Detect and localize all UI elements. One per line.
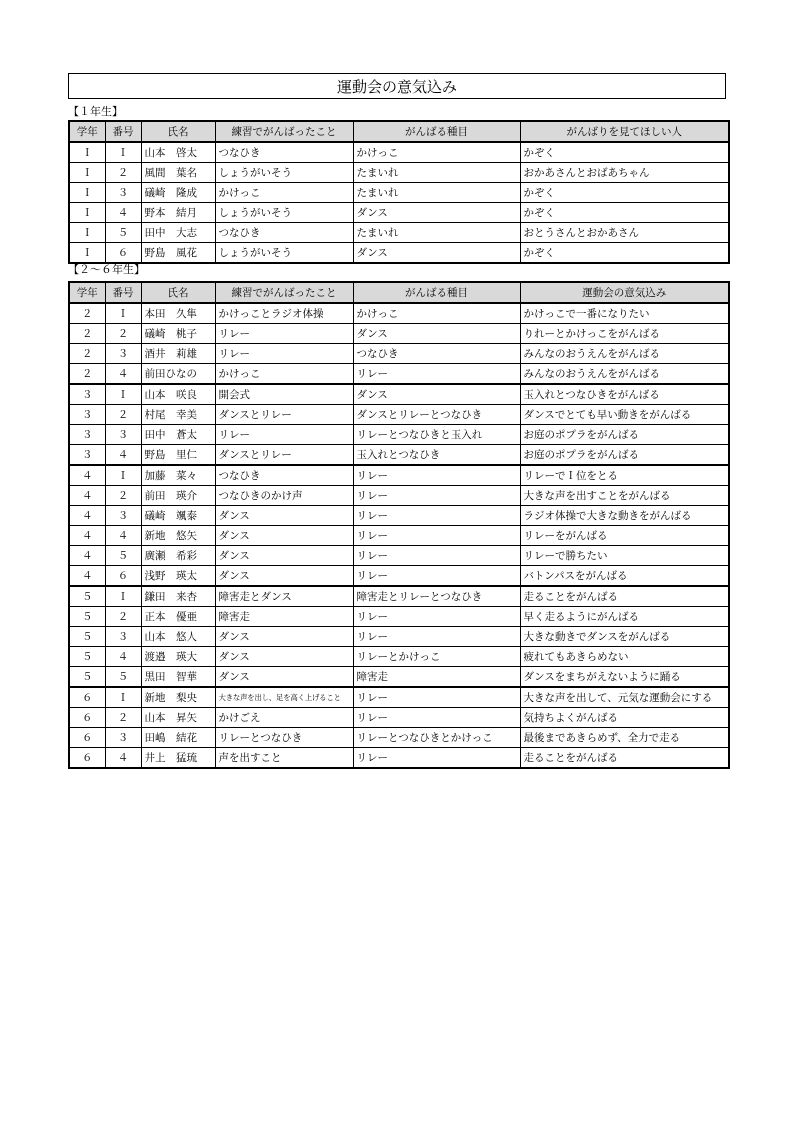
cell-grade: ４ (69, 506, 105, 526)
cell-practice: 大きな声を出し、足を高く上げること (215, 687, 353, 708)
cell-comment: みんなのおうえんをがんばる (520, 364, 729, 385)
table-row (69, 607, 729, 627)
cell-practice: ダンス (215, 506, 353, 526)
cell-number: ５ (105, 546, 141, 566)
cell-event: リレー (353, 687, 520, 708)
header-watcher: がんばりを見てほしい人 (520, 121, 729, 142)
table-row (69, 647, 729, 667)
header-name: 氏名 (141, 121, 215, 142)
cell-number: ２ (105, 405, 141, 425)
page-title: 運動会の意気込み (68, 73, 726, 99)
cell-number: Ｉ (105, 465, 141, 486)
cell-event: ダンス (353, 243, 520, 264)
cell-number: Ｉ (105, 142, 141, 163)
cell-grade: ２ (69, 364, 105, 385)
cell-number: Ｉ (105, 687, 141, 708)
cell-grade: Ｉ (69, 163, 105, 183)
cell-name: 風間 葉名 (141, 163, 215, 183)
cell-event: リレー (353, 486, 520, 506)
table-row (69, 223, 729, 243)
cell-practice: かけっこ (215, 183, 353, 203)
cell-comment: 気持ちよくがんばる (520, 708, 729, 728)
cell-event: ダンスとリレーとつなひき (353, 405, 520, 425)
table-header-row (69, 282, 729, 303)
cell-practice: しょうがいそう (215, 203, 353, 223)
cell-practice: リレー (215, 425, 353, 445)
cell-practice: つなひき (215, 465, 353, 486)
cell-event: 玉入れとつなひき (353, 445, 520, 466)
cell-name: 野島 里仁 (141, 445, 215, 466)
cell-name: 田嶋 結花 (141, 728, 215, 748)
cell-event: 障害走とリレーとつなひき (353, 586, 520, 607)
cell-number: ５ (105, 667, 141, 688)
cell-grade: ６ (69, 728, 105, 748)
cell-name: 前田ひなの (141, 364, 215, 385)
cell-name: 酒井 莉雄 (141, 344, 215, 364)
cell-practice: ダンス (215, 647, 353, 667)
table-row (69, 526, 729, 546)
table-row (69, 364, 729, 385)
cell-grade: ３ (69, 384, 105, 405)
cell-grade: ３ (69, 445, 105, 466)
table-row (69, 243, 729, 264)
header-number: 番号 (105, 121, 141, 142)
table-row (69, 667, 729, 688)
cell-name: 前田 瑛介 (141, 486, 215, 506)
cell-event: リレー (353, 566, 520, 587)
table-row (69, 708, 729, 728)
cell-grade: ２ (69, 303, 105, 324)
cell-grade: ４ (69, 486, 105, 506)
header-number: 番号 (105, 282, 141, 303)
cell-practice: ダンス (215, 526, 353, 546)
cell-practice: 開会式 (215, 384, 353, 405)
cell-number: ４ (105, 203, 141, 223)
cell-name: 渡邉 瑛大 (141, 647, 215, 667)
cell-event: ダンス (353, 203, 520, 223)
cell-event: リレー (353, 607, 520, 627)
table-row (69, 445, 729, 466)
cell-event: たまいれ (353, 223, 520, 243)
cell-practice: リレー (215, 344, 353, 364)
cell-name: 田中 大志 (141, 223, 215, 243)
cell-event: つなひき (353, 344, 520, 364)
cell-event: リレー (353, 526, 520, 546)
cell-grade: ３ (69, 405, 105, 425)
cell-name: 本田 久隼 (141, 303, 215, 324)
cell-event: リレー (353, 506, 520, 526)
cell-grade: ６ (69, 748, 105, 769)
cell-grade: ５ (69, 627, 105, 647)
cell-grade: ５ (69, 647, 105, 667)
section-label-grade1: 【１年生】 (68, 105, 123, 118)
cell-grade: ５ (69, 586, 105, 607)
cell-name: 礒崎 隆成 (141, 183, 215, 203)
cell-comment: バトンパスをがんばる (520, 566, 729, 587)
cell-practice: かけっこ (215, 364, 353, 385)
cell-event: リレー (353, 627, 520, 647)
cell-grade: ６ (69, 708, 105, 728)
cell-grade: ３ (69, 425, 105, 445)
cell-number: Ｉ (105, 303, 141, 324)
cell-name: 加藤 菜々 (141, 465, 215, 486)
table-row (69, 183, 729, 203)
header-name: 氏名 (141, 282, 215, 303)
cell-name: 井上 猛琉 (141, 748, 215, 769)
table-row (69, 506, 729, 526)
cell-comment: 玉入れとつなひきをがんばる (520, 384, 729, 405)
table-row (69, 405, 729, 425)
cell-comment: おとうさんとおかあさん (520, 223, 729, 243)
cell-comment: かぞく (520, 203, 729, 223)
cell-grade: Ｉ (69, 243, 105, 264)
cell-practice: 障害走 (215, 607, 353, 627)
cell-practice: ダンス (215, 667, 353, 688)
table-row (69, 425, 729, 445)
cell-grade: ４ (69, 546, 105, 566)
cell-event: たまいれ (353, 183, 520, 203)
cell-comment: 走ることをがんばる (520, 748, 729, 769)
cell-practice: つなひき (215, 223, 353, 243)
cell-number: ４ (105, 526, 141, 546)
table-row (69, 324, 729, 344)
cell-practice: リレーとつなひき (215, 728, 353, 748)
cell-event: リレーとつなひきと玉入れ (353, 425, 520, 445)
cell-grade: Ｉ (69, 203, 105, 223)
cell-event: リレー (353, 364, 520, 385)
cell-comment: お庭のポプラをがんばる (520, 425, 729, 445)
cell-name: 新地 梨央 (141, 687, 215, 708)
cell-comment: 疲れてもあきらめない (520, 647, 729, 667)
table-row (69, 586, 729, 607)
cell-number: ３ (105, 344, 141, 364)
cell-number: ３ (105, 627, 141, 647)
cell-comment: 早く走るようにがんばる (520, 607, 729, 627)
cell-event: 障害走 (353, 667, 520, 688)
cell-name: 浅野 瑛太 (141, 566, 215, 587)
cell-event: たまいれ (353, 163, 520, 183)
cell-name: 礒崎 桃子 (141, 324, 215, 344)
cell-comment: ラジオ体操で大きな動きをがんばる (520, 506, 729, 526)
cell-grade: ４ (69, 566, 105, 587)
cell-comment: 最後まであきらめず、全力で走る (520, 728, 729, 748)
cell-name: 山本 悠人 (141, 627, 215, 647)
header-event: がんばる種目 (353, 282, 520, 303)
cell-grade: ６ (69, 687, 105, 708)
cell-practice: ダンスとリレー (215, 405, 353, 425)
cell-number: ３ (105, 425, 141, 445)
cell-comment: 走ることをがんばる (520, 586, 729, 607)
table-row (69, 465, 729, 486)
cell-number: ３ (105, 183, 141, 203)
cell-comment: みんなのおうえんをがんばる (520, 344, 729, 364)
table-row (69, 486, 729, 506)
cell-grade: ５ (69, 607, 105, 627)
cell-name: 礒崎 颯泰 (141, 506, 215, 526)
cell-number: ３ (105, 728, 141, 748)
header-event: がんばる種目 (353, 121, 520, 142)
cell-practice: ダンス (215, 566, 353, 587)
cell-grade: Ｉ (69, 142, 105, 163)
cell-comment: ダンスでとても早い動きをがんばる (520, 405, 729, 425)
cell-practice: かけごえ (215, 708, 353, 728)
cell-name: 田中 蒼太 (141, 425, 215, 445)
cell-comment: リレーをがんばる (520, 526, 729, 546)
table-row (69, 748, 729, 769)
cell-number: ４ (105, 748, 141, 769)
header-enthusiasm: 運動会の意気込み (520, 282, 729, 303)
cell-comment: お庭のポプラをがんばる (520, 445, 729, 466)
cell-grade: ４ (69, 465, 105, 486)
cell-practice: しょうがいそう (215, 243, 353, 264)
table-row (69, 687, 729, 708)
section-label-grades2-6: 【２～６年生】 (68, 263, 145, 276)
cell-comment: 大きな声を出すことをがんばる (520, 486, 729, 506)
cell-number: ２ (105, 163, 141, 183)
cell-name: 山本 咲良 (141, 384, 215, 405)
cell-event: リレーとかけっこ (353, 647, 520, 667)
header-practice: 練習でがんばったこと (215, 282, 353, 303)
cell-number: ６ (105, 566, 141, 587)
cell-comment: りれーとかけっこをがんばる (520, 324, 729, 344)
cell-grade: ４ (69, 526, 105, 546)
cell-grade: ５ (69, 667, 105, 688)
cell-number: Ｉ (105, 384, 141, 405)
cell-event: ダンス (353, 384, 520, 405)
cell-number: Ｉ (105, 586, 141, 607)
cell-number: ２ (105, 708, 141, 728)
table-row (69, 303, 729, 324)
cell-name: 新地 悠矢 (141, 526, 215, 546)
grade1-table (68, 120, 730, 264)
cell-name: 野島 風花 (141, 243, 215, 264)
table-row (69, 627, 729, 647)
cell-comment: リレーで勝ちたい (520, 546, 729, 566)
cell-practice: つなひきのかけ声 (215, 486, 353, 506)
cell-comment: 大きな声を出して、元気な運動会にする (520, 687, 729, 708)
table-header-row (69, 121, 729, 142)
cell-name: 正本 優亜 (141, 607, 215, 627)
header-practice: 練習でがんばったこと (215, 121, 353, 142)
cell-event: リレーとつなひきとかけっこ (353, 728, 520, 748)
table-row (69, 546, 729, 566)
cell-comment: かぞく (520, 243, 729, 264)
cell-grade: Ｉ (69, 183, 105, 203)
table-row (69, 142, 729, 163)
cell-practice: ダンス (215, 546, 353, 566)
cell-comment: 大きな動きでダンスをがんばる (520, 627, 729, 647)
cell-comment: かぞく (520, 142, 729, 163)
header-grade: 学年 (69, 121, 105, 142)
cell-comment: リレーでＩ位をとる (520, 465, 729, 486)
cell-event: リレー (353, 546, 520, 566)
cell-name: 村尾 幸美 (141, 405, 215, 425)
cell-event: かけっこ (353, 142, 520, 163)
cell-comment: かぞく (520, 183, 729, 203)
cell-practice: しょうがいそう (215, 163, 353, 183)
cell-number: ２ (105, 324, 141, 344)
table-row (69, 163, 729, 183)
cell-number: ６ (105, 243, 141, 264)
cell-grade: ２ (69, 344, 105, 364)
cell-practice: 障害走とダンス (215, 586, 353, 607)
cell-practice: ダンスとリレー (215, 445, 353, 466)
cell-event: かけっこ (353, 303, 520, 324)
cell-event: ダンス (353, 324, 520, 344)
cell-practice: ダンス (215, 627, 353, 647)
cell-practice: かけっことラジオ体操 (215, 303, 353, 324)
cell-comment: かけっこで一番になりたい (520, 303, 729, 324)
cell-number: ３ (105, 506, 141, 526)
header-grade: 学年 (69, 282, 105, 303)
cell-number: ４ (105, 364, 141, 385)
cell-name: 野本 結月 (141, 203, 215, 223)
table-row (69, 203, 729, 223)
cell-event: リレー (353, 708, 520, 728)
cell-practice: 声を出すこと (215, 748, 353, 769)
cell-name: 鎌田 来杏 (141, 586, 215, 607)
table-row (69, 384, 729, 405)
cell-comment: おかあさんとおばあちゃん (520, 163, 729, 183)
cell-practice: つなひき (215, 142, 353, 163)
table-row (69, 344, 729, 364)
cell-number: ４ (105, 647, 141, 667)
grades2-6-table (68, 281, 730, 769)
cell-number: ４ (105, 445, 141, 466)
table-row (69, 728, 729, 748)
cell-name: 山本 啓太 (141, 142, 215, 163)
cell-event: リレー (353, 465, 520, 486)
cell-number: ２ (105, 607, 141, 627)
cell-name: 山本 昇矢 (141, 708, 215, 728)
cell-practice: リレー (215, 324, 353, 344)
cell-number: ５ (105, 223, 141, 243)
cell-name: 廣瀬 希彩 (141, 546, 215, 566)
cell-grade: ２ (69, 324, 105, 344)
cell-number: ２ (105, 486, 141, 506)
cell-name: 黒田 智華 (141, 667, 215, 688)
table-row (69, 566, 729, 587)
cell-grade: Ｉ (69, 223, 105, 243)
cell-event: リレー (353, 748, 520, 769)
cell-comment: ダンスをまちがえないように踊る (520, 667, 729, 688)
